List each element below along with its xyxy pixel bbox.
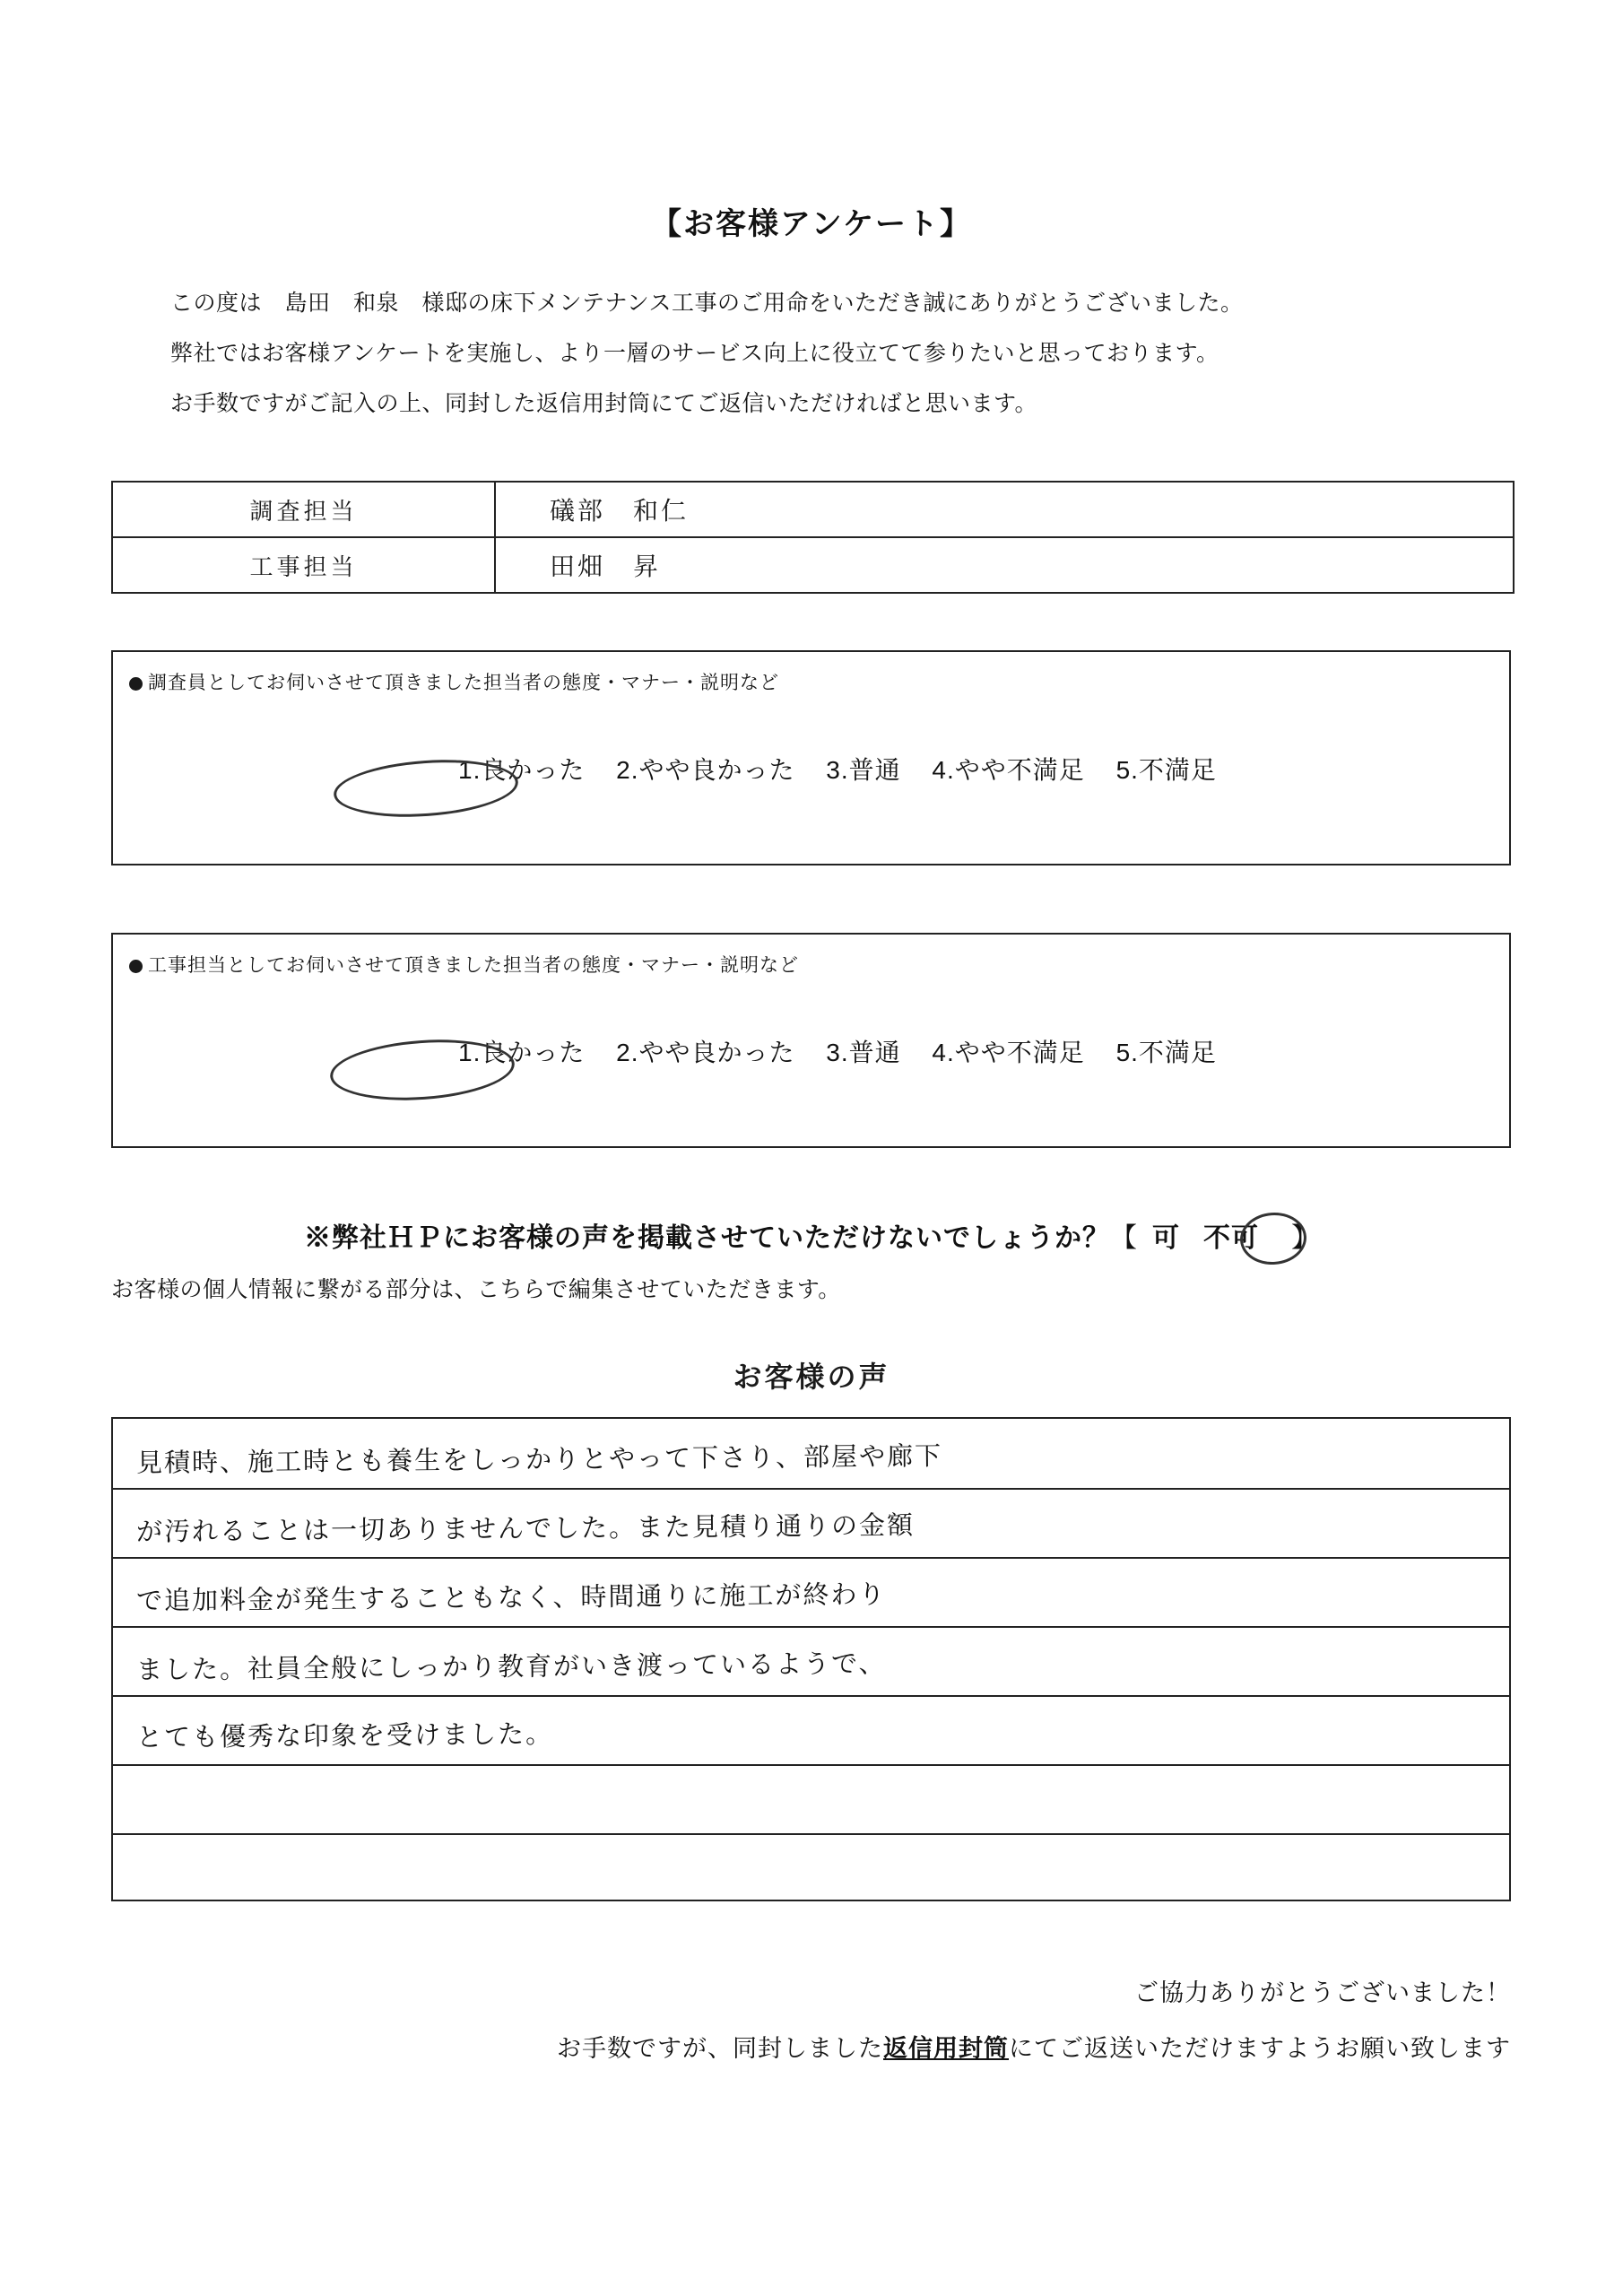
question-2-text: 工事担当としてお伺いさせて頂きました担当者の態度・マナー・説明など: [148, 955, 799, 976]
question-2-options: [458, 1033, 1240, 1069]
bracket-open: 【: [1110, 1223, 1138, 1253]
voice-rule: [113, 1695, 1509, 1697]
intro-paragraph: [170, 278, 1480, 429]
option-1[interactable]: 1.良かった: [458, 756, 586, 784]
voice-rule: [113, 1764, 1509, 1766]
hp-option-no[interactable]: 不可: [1203, 1223, 1259, 1253]
option-5[interactable]: 5.不満足: [1115, 1039, 1217, 1066]
voice-handwritten-line-4: ました。社員全般にしっかり教育がいき渡っているようで、: [135, 1648, 887, 1685]
construction-staff-label: 工事担当: [112, 537, 495, 593]
question-block-construction: [111, 933, 1511, 1148]
option-3[interactable]: 3.普通: [826, 1039, 901, 1066]
option-2[interactable]: 2.やや良かった: [616, 1039, 795, 1066]
voice-rule: [113, 1626, 1509, 1628]
footer-request-prefix: お手数ですが、同封しました: [557, 2035, 883, 2062]
voice-handwritten-line-2: が汚れることは一切ありませんでした。また見積り通りの金額: [135, 1509, 916, 1547]
option-1[interactable]: 1.良かった: [458, 1039, 586, 1066]
option-4[interactable]: 4.やや不満足: [932, 1039, 1085, 1066]
construction-staff-value: 田畑 昇: [495, 537, 1514, 593]
voice-handwritten-line-3: で追加料金が発生することもなく、時間通りに施工が終わり: [135, 1578, 887, 1616]
question-1-options: [458, 751, 1240, 787]
voice-section-title: お客様の声: [733, 1361, 890, 1393]
voice-rule: [113, 1833, 1509, 1835]
table-row: [112, 537, 1514, 593]
page-title: 【お客様アンケート】: [651, 207, 972, 241]
survey-staff-value: 礒部 和仁: [495, 482, 1514, 537]
bullet-icon: [129, 677, 143, 691]
option-2[interactable]: 2.やや良かった: [616, 756, 795, 784]
intro-line-1: この度は 島田 和泉 様邸の床下メンテナンス工事のご用命をいただき誠にありがとうございました。: [170, 291, 1244, 316]
hp-permission-note: お客様の個人情報に繋がる部分は、こちらで編集させていただきます。: [111, 1277, 841, 1302]
voice-rule: [113, 1557, 1509, 1559]
hp-permission-line: [0, 1215, 1623, 1255]
table-row: [112, 482, 1514, 537]
footer-thanks: ご協力ありがとうございました！: [1134, 1979, 1511, 2006]
footer-request-underline: 返信用封筒: [883, 2035, 1009, 2062]
intro-line-2: 弊社ではお客様アンケートを実施し、より一層のサービス向上に役立てて参りたいと思っております。: [170, 341, 1219, 366]
footer-request: [0, 2029, 1511, 2064]
intro-line-3: お手数ですがご記入の上、同封した返信用封筒にてご返信いただければと思います。: [170, 391, 1038, 416]
option-5[interactable]: 5.不満足: [1115, 756, 1217, 784]
question-2-heading: [129, 951, 799, 978]
voice-handwritten-line-5: とても優秀な印象を受けました。: [135, 1718, 554, 1753]
survey-staff-label: 調査担当: [112, 482, 495, 537]
footer-request-suffix: にてご返送いただけますようお願い致します: [1009, 2035, 1511, 2062]
hp-option-yes[interactable]: 可: [1152, 1223, 1180, 1253]
option-3[interactable]: 3.普通: [826, 756, 901, 784]
voice-handwritten-line-1: 見積時、施工時とも養生をしっかりとやって下さり、部屋や廊下: [135, 1440, 943, 1478]
question-1-text: 調査員としてお伺いさせて頂きました担当者の態度・マナー・説明など: [148, 673, 779, 693]
voice-rule: [113, 1488, 1509, 1490]
question-1-heading: [129, 668, 779, 695]
option-4[interactable]: 4.やや不満足: [932, 756, 1085, 784]
bullet-icon: [129, 960, 143, 973]
hp-permission-question: ※弊社ＨＰにお客様の声を掲載させていただけないでしょうか？: [304, 1223, 1110, 1253]
question-block-surveyor: [111, 650, 1511, 865]
bracket-close: 】: [1291, 1223, 1319, 1253]
staff-table: [111, 481, 1515, 594]
